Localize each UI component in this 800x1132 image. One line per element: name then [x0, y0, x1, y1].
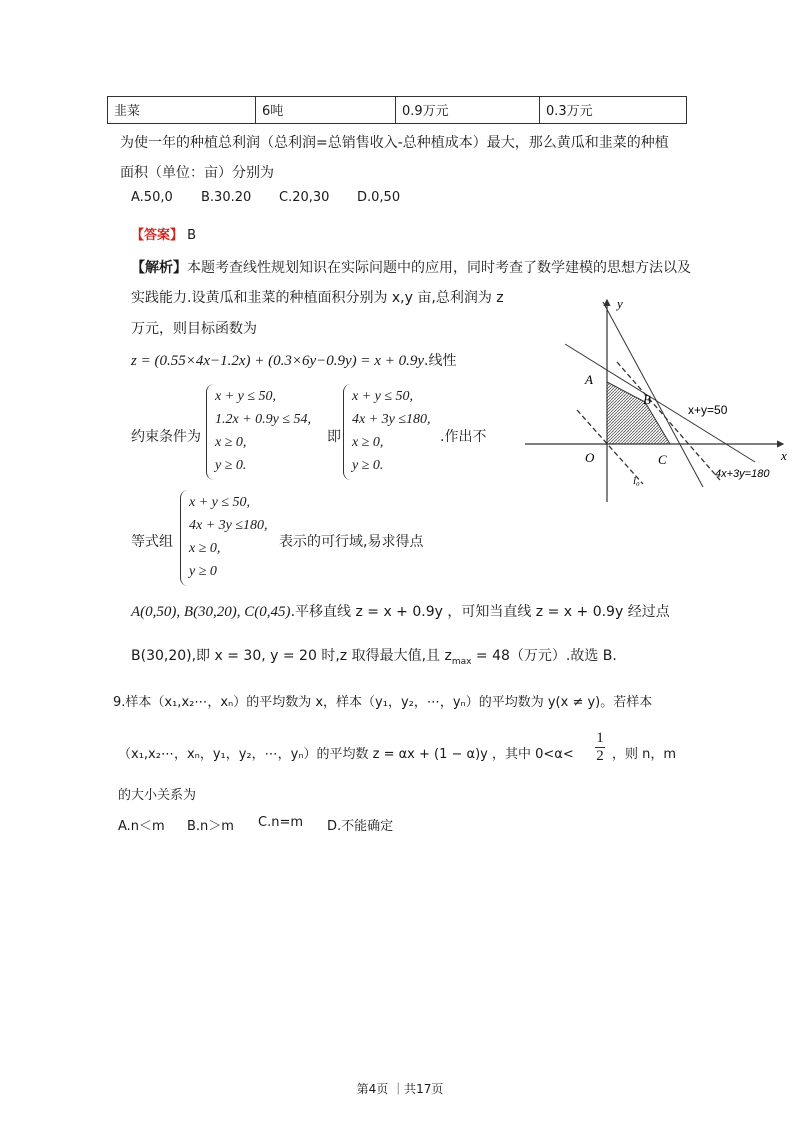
feasible-region	[607, 382, 670, 444]
option-a: A.50,0	[131, 190, 173, 205]
constraint-c-1: x + y ≤ 50,	[189, 495, 251, 510]
label-o: O	[585, 450, 595, 465]
constraint-b-4: y ≥ 0.	[352, 458, 384, 473]
brace-left	[343, 384, 352, 480]
page-footer: 第4页 ｜共17页	[356, 1082, 444, 1096]
final-tail: = 48（万元）.故选 B.	[471, 648, 617, 664]
fraction-one-half	[595, 730, 605, 765]
constraint-a-1: x + y ≤ 50,	[215, 389, 277, 404]
option-d: D.0,50	[357, 190, 401, 205]
label-l0: l₀	[633, 475, 640, 487]
q9-option-d: D.不能确定	[327, 819, 394, 834]
answer-label: 【答案】	[131, 228, 184, 243]
final-line	[131, 645, 617, 667]
constraint-system-b	[352, 386, 431, 478]
table-cell-cost: 0.3万元	[546, 104, 593, 119]
q9-line2b: ，则 n，m	[612, 747, 677, 762]
analysis-line3: 万元，则目标函数为	[131, 321, 257, 337]
constraint-b-2: 4x + 3y ≤180,	[352, 412, 431, 427]
option-b: B.30.20	[201, 190, 252, 205]
ji-text: 即	[327, 429, 341, 445]
constraint-c-3: x ≥ 0,	[189, 541, 221, 556]
fraction-denominator: 2	[596, 748, 604, 764]
constraint-b-1: x + y ≤ 50,	[352, 389, 414, 404]
q9-line2a: （x₁,x₂⋯，xₙ，y₁，y₂，⋯，yₙ）的平均数 z = αx + (1 − α)y ，其中 0<α<	[118, 747, 574, 762]
points-tail: .平移直线 z = x + 0.9y ，可知当直线 z = x + 0.9y 经过点	[290, 604, 670, 620]
points-values: A(0,50), B(30,20), C(0,45)	[131, 604, 291, 620]
label-c: C	[658, 452, 667, 467]
objective-function-line	[131, 350, 456, 370]
table-cell-yield: 6吨	[256, 97, 396, 123]
brace-left	[206, 384, 215, 480]
option-c: C.20,30	[279, 190, 330, 205]
table-cell-crop: 韭菜	[108, 97, 256, 123]
fraction-numerator: 1	[596, 730, 604, 746]
constraint-c-2: 4x + 3y ≤180,	[189, 518, 268, 533]
constraint-a-2: 1.2x + 0.9y ≤ 54,	[215, 412, 312, 427]
brace-left	[180, 490, 189, 586]
answer-line	[131, 224, 196, 243]
crop-table-row	[107, 96, 687, 124]
question-text-line2: 面积（单位：亩）分别为	[120, 165, 274, 181]
analysis-label: 【解析】	[131, 260, 187, 276]
points-line	[131, 601, 670, 621]
analysis-line1	[131, 257, 691, 277]
q9-option-a: A.n＜m	[118, 819, 165, 834]
analysis-text: 本题考查线性规划知识在实际问题中的应用，同时考查了数学建模的思想方法以及	[187, 260, 691, 276]
constraint-system-c	[189, 492, 268, 584]
table-cell-price: 0.9万元	[396, 97, 540, 123]
objective-function: z = (0.55×4x−1.2x) + (0.3×6y−0.9y) = x + 0.9y	[131, 353, 424, 369]
feasible-text: 表示的可行域,易求得点	[279, 534, 424, 550]
label-x: x	[781, 448, 787, 463]
answer-value: B	[187, 228, 197, 243]
q9-option-b: B.n＞m	[187, 819, 234, 834]
constraint-c-4: y ≥ 0	[189, 564, 217, 579]
zuochu-text: .作出不	[440, 429, 487, 445]
constraint-label: 约束条件为	[131, 429, 201, 445]
analysis-line2: 实践能力.设黄瓜和韭菜的种植面积分别为 x,y 亩,总利润为 z	[131, 290, 504, 306]
final-text: B(30,20),即 x = 30, y = 20 时,z 取得最大值,且 z	[131, 648, 452, 664]
q9-line1: 9.样本（x₁,x₂⋯，xₙ）的平均数为 x，样本（y₁，y₂，⋯，yₙ）的平均数为 y(x ≠ y)。若样本	[113, 695, 653, 710]
label-line1: x+y=50	[688, 403, 728, 417]
constraint-system-a	[215, 386, 311, 478]
label-a: A	[585, 372, 593, 387]
dengshizu-text: 等式组	[131, 534, 173, 550]
constraint-a-4: y ≥ 0.	[215, 458, 247, 473]
constraint-a-3: x ≥ 0,	[215, 435, 247, 450]
q9-line3: 的大小关系为	[118, 788, 197, 803]
question-text-line1: 为使一年的种植总利润（总利润=总销售收入-总种植成本）最大，那么黄瓜和韭菜的种植	[120, 135, 669, 151]
q9-option-c: C.n=m	[258, 815, 304, 830]
feasible-region-graph	[515, 292, 800, 516]
objective-tail: .线性	[424, 353, 457, 369]
final-sub: max	[451, 657, 472, 668]
label-b: B	[643, 392, 651, 407]
label-y: y	[617, 296, 623, 311]
constraint-b-3: x ≥ 0,	[352, 435, 384, 450]
label-line2: 4x+3y=180	[715, 468, 770, 480]
